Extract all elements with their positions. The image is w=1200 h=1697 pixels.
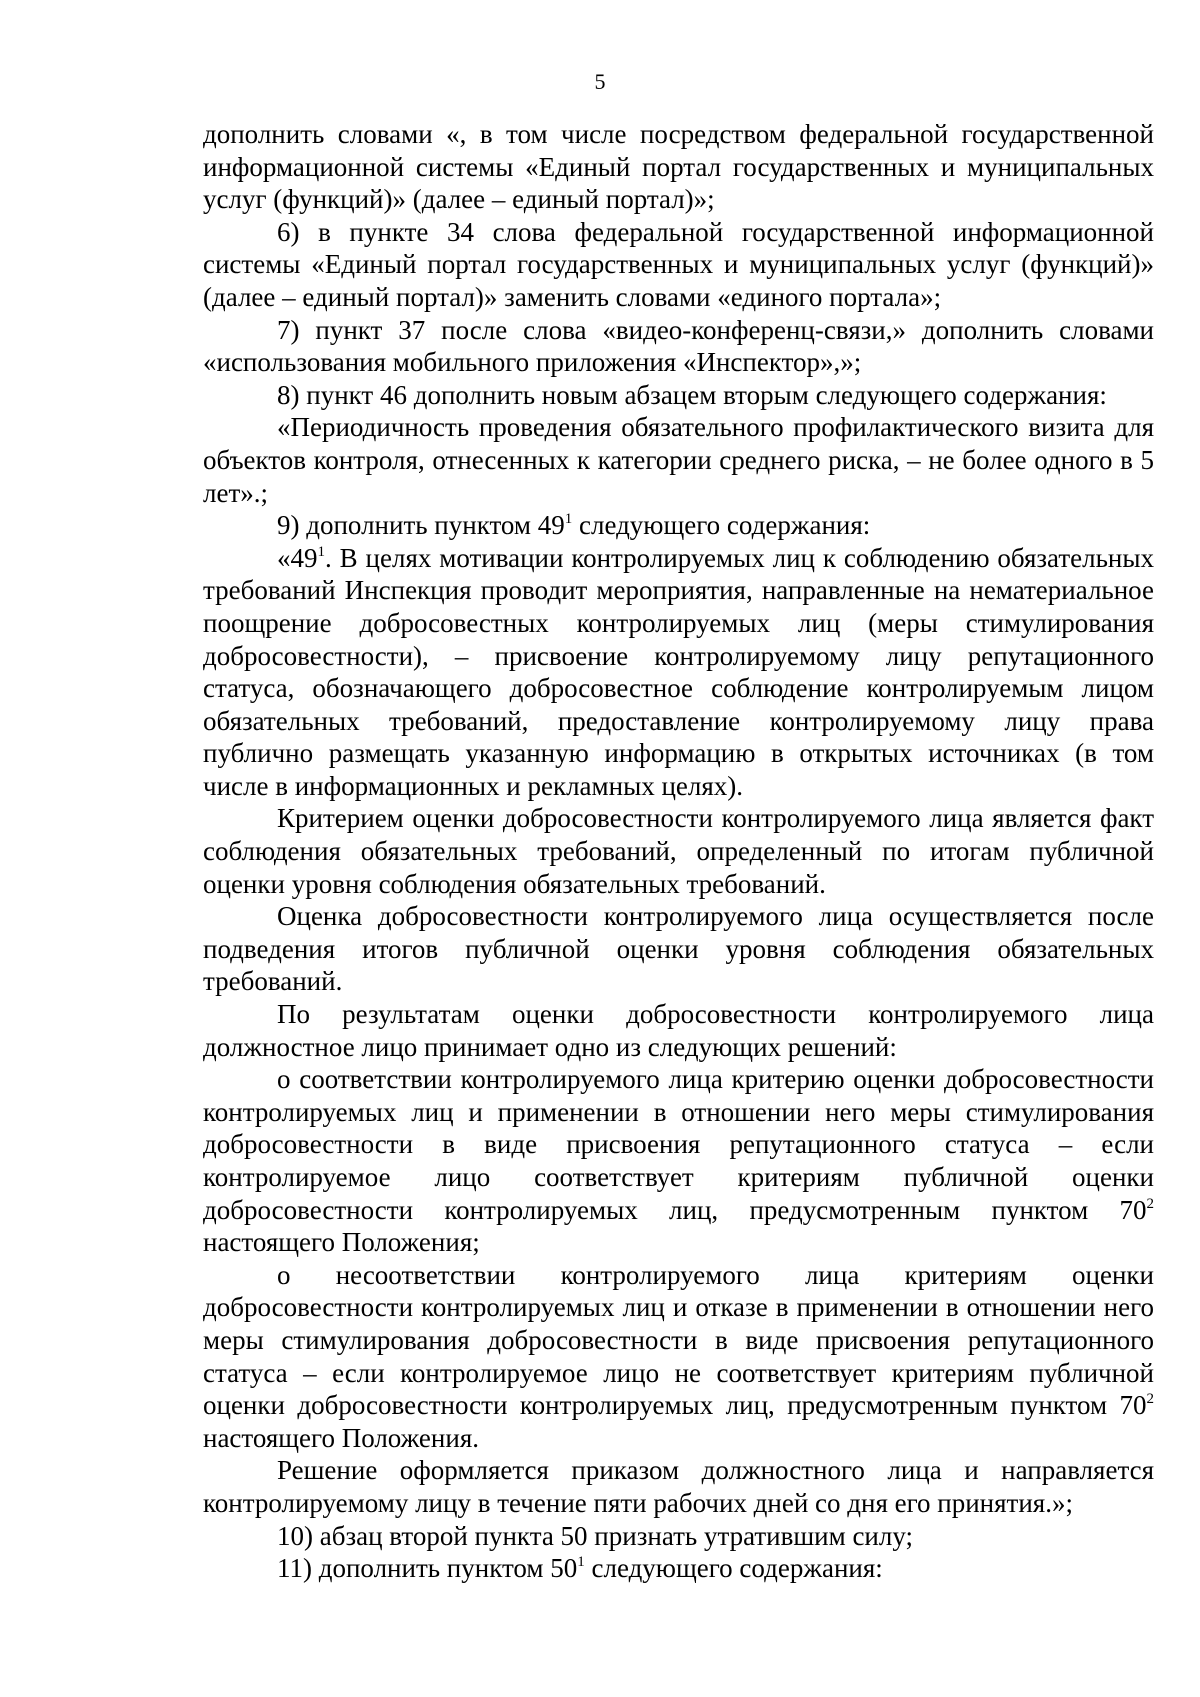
- paragraph-p14: [203, 1520, 1154, 1553]
- text-run: 9) дополнить пунктом 49: [277, 510, 565, 541]
- text-run: о несоответствии контролируемого лица критериям оценки добросовестности контролируемых лиц и отказе в применении в отношении него меры стимулирования добросовестности в виде присвоения репутационного статуса – если контролируемое лицо не соответствует критериям публичной оценки добросовестности контролируемых лиц, предусмотренным пунктом 70: [203, 1259, 1154, 1421]
- superscript: 1: [577, 1554, 585, 1571]
- paragraph-p12: [203, 1259, 1154, 1455]
- paragraph-p7: [203, 542, 1154, 803]
- text-run: По результатам оценки добросовестности контролируемого лица должностное лицо принимает одно из следующих решений:: [203, 999, 1154, 1062]
- text-run: 11) дополнить пунктом 50: [277, 1553, 578, 1584]
- text-run: 10) абзац второй пункта 50 признать утратившим силу;: [277, 1520, 914, 1551]
- superscript: 2: [1146, 1391, 1154, 1408]
- paragraph-p4: [203, 379, 1154, 412]
- paragraph-p13: [203, 1454, 1154, 1519]
- paragraph-p6: [203, 509, 1154, 542]
- paragraph-p2: [203, 216, 1154, 314]
- paragraph-p1: [203, 118, 1154, 216]
- text-run: дополнить словами «, в том числе посредством федеральной государственной информационной системы «Единый портал государственных и муниципальных услуг (функций)» (далее – единый портал)»;: [203, 119, 1154, 215]
- superscript: 1: [564, 511, 573, 528]
- text-run: 8) пункт 46 дополнить новым абзацем вторым следующего содержания:: [277, 379, 1107, 410]
- paragraph-p11: [203, 1063, 1154, 1259]
- paragraph-p5: [203, 411, 1154, 509]
- paragraph-p10: [203, 998, 1154, 1063]
- paragraph-p15: [203, 1552, 1154, 1585]
- text-run: . В целях мотивации контролируемых лиц к соблюдению обязательных требований Инспекция проводит мероприятия, направленные на нематериальное поощрение добросовестных контролируемых лиц (меры стимулирования добросовестности), – присвоение контролируемому лицу репутационного статуса, обозначающего добросовестное соблюдение контролируемым лицом обязательных требований, предоставление контролируемому лицу права публично размещать указанную информацию в открытых источниках (в том числе в информационных и рекламных целях).: [203, 542, 1154, 801]
- text-run: 7) пункт 37 после слова «видео-конференц-связи,» дополнить словами «использования мобильного приложения «Инспектор»,»;: [203, 314, 1154, 378]
- text-run: о соответствии контролируемого лица критерию оценки добросовестности контролируемых лиц и применении в отношении него меры стимулирования добросовестности в виде присвоения репутационного статуса – если контролируемое лицо соответствует критериям публичной оценки добросовестности контролируемых лиц, предусмотренным пунктом 70: [203, 1064, 1154, 1225]
- text-run: Решение оформляется приказом должностного лица и направляется контролируемому лицу в течение пяти рабочих дней со дня его принятия.»;: [203, 1455, 1154, 1518]
- paragraph-p3: [203, 314, 1154, 379]
- page-number: 5: [594, 69, 606, 94]
- text-run: следующего содержания:: [572, 510, 871, 541]
- text-run: «Периодичность проведения обязательного профилактического визита для объектов контроля, отнесенных к категории среднего риска, – не более одного в 5 лет».;: [203, 412, 1154, 508]
- paragraph-p8: [203, 802, 1154, 900]
- text-run: настоящего Положения.: [203, 1422, 479, 1453]
- superscript: 2: [1146, 1195, 1154, 1212]
- text-run: «49: [277, 542, 318, 573]
- text-run: Критерием оценки добросовестности контролируемого лица является факт соблюдения обязательных требований, определенный по итогам публичной оценки уровня соблюдения обязательных требований.: [203, 803, 1154, 899]
- document-body: [203, 118, 1154, 1585]
- text-run: 6) в пункте 34 слова федеральной государственной информационной системы «Единый портал государственных и муниципальных услуг (функций)» (далее – единый портал)» заменить словами «единого портала»;: [203, 216, 1154, 312]
- text-run: Оценка добросовестности контролируемого лица осуществляется после подведения итогов публичной оценки уровня соблюдения обязательных требований.: [203, 901, 1154, 997]
- paragraph-p9: [203, 900, 1154, 998]
- text-run: настоящего Положения;: [203, 1227, 480, 1258]
- superscript: 1: [317, 543, 325, 560]
- text-run: следующего содержания:: [584, 1553, 883, 1584]
